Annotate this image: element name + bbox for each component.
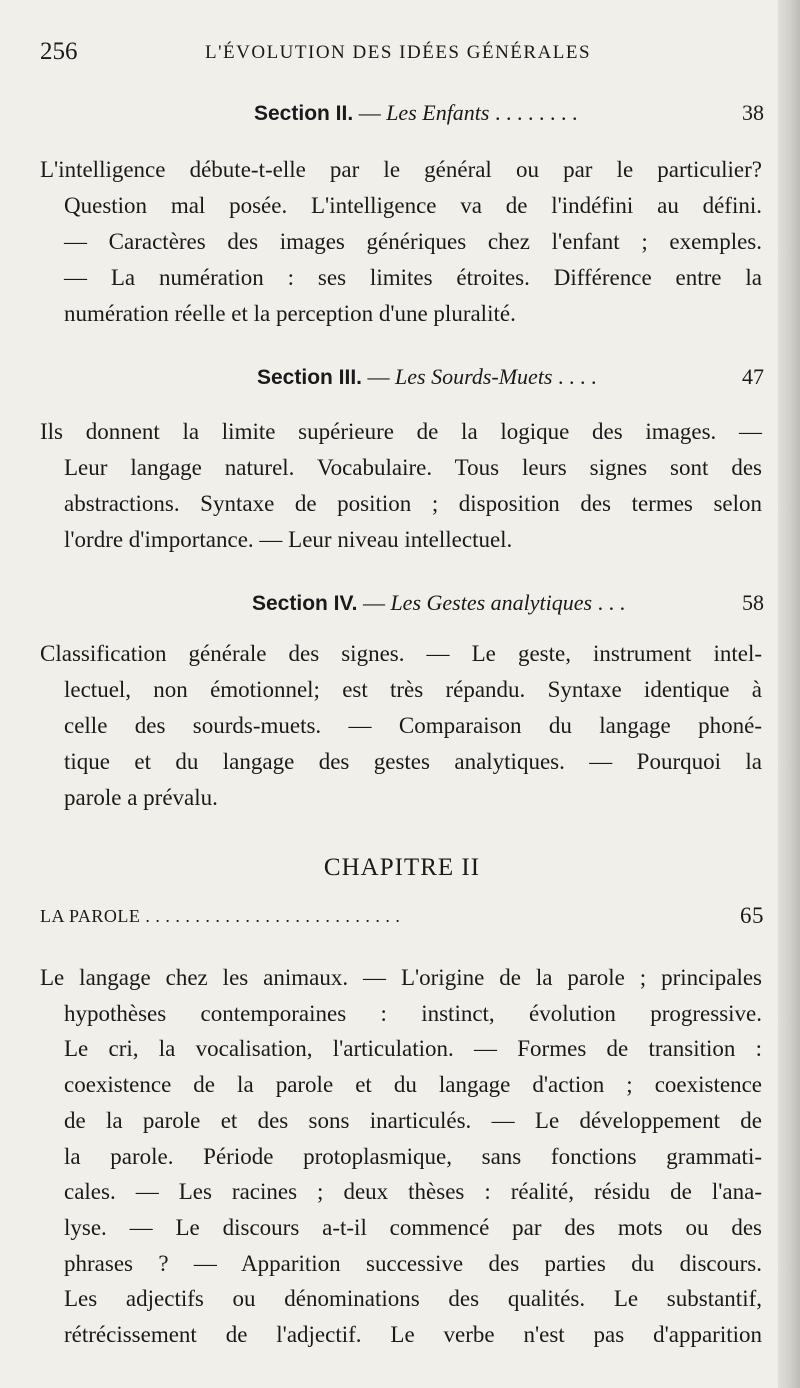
section-4-summary [40, 636, 762, 816]
section-page-number: 38 [742, 100, 764, 125]
summary-line: Classification générale des signes. — Le geste, instrument intel- [40, 641, 762, 666]
summary-line: Question mal posée. L'intelligence va de l'indéfini au défini. [64, 193, 762, 218]
dot-leader: . . . . . . . . . . . . . . . . . . . . . . . . . . [145, 906, 401, 926]
section-dash: — [362, 364, 396, 389]
running-title: L'ÉVOLUTION DES IDÉES GÉNÉRALES [205, 42, 592, 63]
summary-line: Le langage chez les animaux. — L'origine de la parole ; principales [40, 965, 762, 990]
summary-line: la parole. Période protoplasmique, sans fonctions grammati- [64, 1143, 762, 1169]
dot-leader: . . . . [558, 364, 597, 389]
summary-line: hypothèses contemporaines : instinct, évolution progressive. [64, 1000, 762, 1026]
summary-line: numération réelle et la perception d'une pluralité. [64, 301, 516, 326]
dot-leader: . . . [597, 590, 626, 615]
section-dash: — [357, 590, 391, 615]
summary-line: — Caractères des images génériques chez l'enfant ; exemples. [64, 229, 762, 254]
summary-line: tique et du langage des gestes analytiques. — Pourquoi la [64, 749, 762, 774]
toc-entry-section-3 [40, 364, 764, 390]
summary-line: Ils donnent la limite supérieure de la logique des images. — [40, 419, 762, 444]
section-title: Les Enfants [386, 100, 490, 125]
summary-line: l'ordre d'importance. — Leur niveau intellectuel. [64, 527, 513, 552]
section-title: Les Sourds-Muets [395, 364, 553, 389]
summary-line: Leur langage naturel. Vocabulaire. Tous leurs signes sont des [64, 455, 762, 480]
section-3-summary [40, 414, 762, 558]
section-page-number: 58 [742, 590, 764, 615]
toc-entry-chapter-2 [40, 903, 764, 928]
summary-line: lyse. — Le discours a-t-il commencé par des mots ou des [64, 1214, 762, 1240]
summary-line: de la parole et des sons inarticulés. — Le développement de [64, 1107, 762, 1133]
summary-line: L'intelligence débute-t-elle par le général ou par le particulier? [40, 157, 762, 182]
dot-leader: . . . . . . . . [494, 100, 578, 125]
summary-line: parole a prévalu. [64, 785, 218, 810]
toc-entry-section-2 [40, 100, 764, 126]
chapter-2-summary [40, 960, 762, 1353]
section-label: Section II. [254, 102, 354, 125]
summary-line: coexistence de la parole et du langage d'action ; coexistence [64, 1072, 762, 1098]
chapter-title: LA PAROLE [40, 906, 141, 926]
chapter-heading: CHAPITRE II [323, 854, 481, 881]
summary-line: abstractions. Syntaxe de position ; disposition des termes selon [64, 491, 762, 516]
summary-line: Le cri, la vocalisation, l'articulation. — Formes de transition : [64, 1036, 762, 1062]
summary-line: Les adjectifs ou dénominations des qualités. Le substantif, [64, 1286, 762, 1312]
summary-line: phrases ? — Apparition successive des parties du discours. [64, 1250, 762, 1276]
section-dash: — [353, 100, 387, 125]
summary-line: celle des sourds-muets. — Comparaison du langage phoné- [64, 713, 762, 738]
section-2-summary [40, 152, 762, 332]
section-label: Section III. [257, 366, 363, 389]
toc-entry-section-4 [40, 590, 764, 616]
page-edge-shadow [778, 0, 800, 1388]
summary-line: — La numération : ses limites étroites. Différence entre la [64, 265, 762, 290]
page-header [40, 38, 764, 72]
page-number: 256 [40, 38, 78, 65]
summary-line: rétrécissement de l'adjectif. Le verbe n'est pas d'apparition [64, 1322, 762, 1348]
section-page-number: 47 [742, 364, 764, 389]
section-label: Section IV. [252, 592, 358, 615]
section-title: Les Gestes analytiques [390, 590, 593, 615]
summary-line: lectuel, non émotionnel; est très répandu. Syntaxe identique à [64, 677, 762, 702]
chapter-page-number: 65 [740, 903, 764, 928]
summary-line: cales. — Les racines ; deux thèses : réalité, résidu de l'ana- [64, 1179, 762, 1205]
